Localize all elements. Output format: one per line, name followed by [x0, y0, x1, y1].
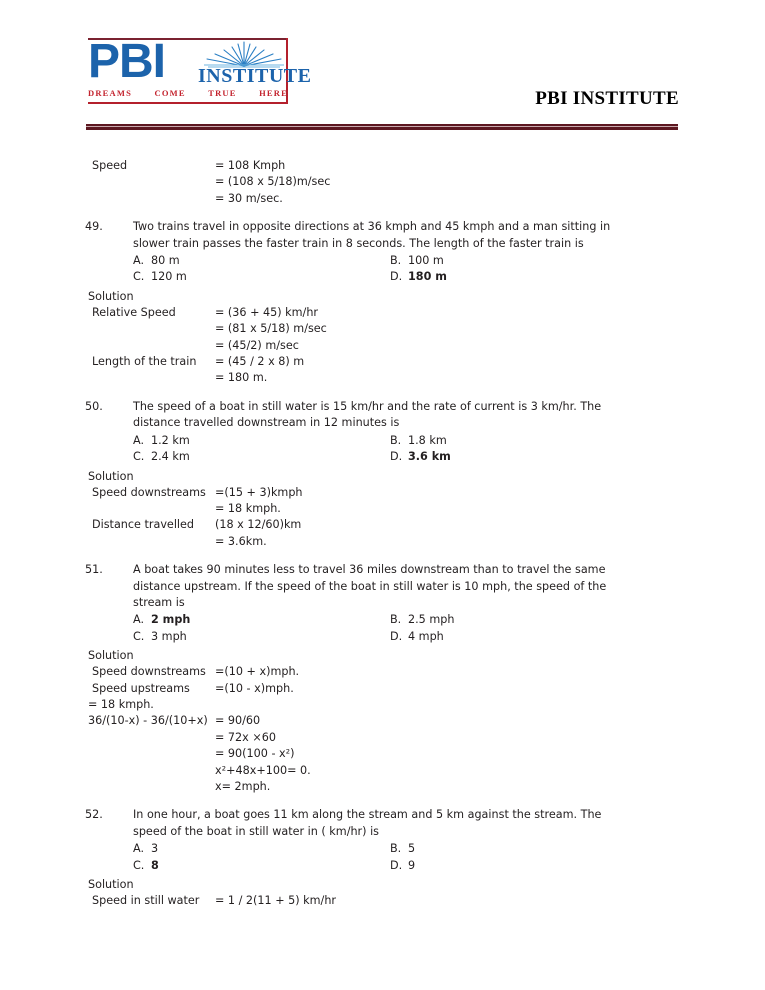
tagline-word-dreams: DREAMS [88, 88, 133, 98]
option-text: 2.5 mph [408, 613, 455, 627]
calc-label [0, 338, 215, 354]
calc-row [0, 713, 765, 729]
calc-row [0, 779, 765, 795]
calc-value: x²+48x+100= 0. [215, 763, 311, 777]
option-text: 5 [408, 842, 416, 856]
calc-value: = 90(100 - x²) [215, 747, 295, 761]
calc-row [0, 534, 765, 550]
calc-row [0, 697, 765, 713]
option-letter: A. [133, 613, 145, 627]
spacer [0, 387, 765, 396]
calc-label: Speed upstreams [92, 681, 190, 695]
calc-row [0, 174, 765, 190]
option-letter: D. [390, 270, 403, 284]
option-text: 4 mph [408, 629, 444, 643]
option-row [133, 858, 765, 874]
calc-row [0, 321, 765, 337]
option-letter: A. [133, 842, 145, 856]
option-text: 120 m [151, 270, 187, 284]
question-block [0, 219, 765, 286]
option-text: 9 [408, 858, 416, 872]
pbi-logo [88, 35, 312, 106]
option-c[interactable] [133, 629, 390, 645]
question-number: 51. [85, 563, 103, 577]
option-a[interactable] [133, 433, 390, 449]
option-letter: C. [133, 450, 145, 464]
page-header [0, 0, 765, 140]
option-text: 100 m [408, 254, 444, 268]
spacer [0, 795, 765, 804]
option-b[interactable] [390, 433, 447, 449]
option-letter: D. [390, 629, 403, 643]
calc-row [0, 763, 765, 779]
question-number: 52. [85, 808, 103, 822]
calc-value: (18 x 12/60)km [215, 518, 302, 532]
option-b[interactable] [390, 612, 454, 628]
question-text: A boat takes 90 minutes less to travel 36 miles downstream than to travel the same distance upstream. If the speed of the boat in still water is 10 mph, the speed of the stream is [133, 563, 607, 609]
calc-value: = 180 m. [215, 371, 268, 385]
option-letter: B. [390, 842, 402, 856]
option-letter: A. [133, 254, 145, 268]
intro-solution-block [0, 158, 765, 207]
calc-label [0, 730, 215, 746]
calc-label [0, 763, 215, 779]
calc-row [0, 517, 765, 533]
option-letter: B. [390, 433, 402, 447]
option-text: 2.4 km [151, 450, 190, 464]
spacer [0, 550, 765, 559]
questions-list [0, 207, 765, 909]
option-row [133, 433, 765, 449]
calc-row [0, 730, 765, 746]
option-row [133, 269, 765, 285]
calc-value: = (36 + 45) km/hr [215, 305, 319, 319]
calc-value: = (81 x 5/18) m/sec [215, 322, 327, 336]
question-block [0, 399, 765, 466]
logo-institute-group [198, 40, 312, 90]
calc-value: = 90/60 [215, 714, 261, 728]
calc-row [0, 501, 765, 517]
calc-label [0, 174, 215, 190]
calc-row [0, 664, 765, 680]
document-body [0, 158, 765, 909]
header-divider [86, 124, 678, 130]
calc-row [0, 305, 765, 321]
option-c[interactable] [133, 449, 390, 465]
option-row [133, 253, 765, 269]
option-text: 1.8 km [408, 433, 447, 447]
solution-heading: Solution [88, 878, 134, 892]
logo-brand-text: PBI [88, 35, 166, 88]
calc-value: = 30 m/sec. [215, 191, 283, 205]
question-options [133, 433, 765, 466]
calc-row [0, 158, 765, 174]
calc-label [0, 191, 215, 207]
calc-value: = 18 kmph. [215, 501, 281, 515]
calc-label: 36/(10-x) - 36/(10+x) [88, 714, 208, 728]
option-a[interactable] [133, 841, 390, 857]
question-block [0, 807, 765, 874]
option-c[interactable] [133, 269, 390, 285]
option-a[interactable] [133, 253, 390, 269]
solution-heading: Solution [88, 649, 134, 663]
option-text: 3 mph [151, 629, 187, 643]
page-title: PBI INSTITUTE [535, 88, 679, 109]
calc-value: = 72x ×60 [215, 730, 276, 744]
calc-row [0, 191, 765, 207]
option-text: 1.2 km [151, 433, 190, 447]
question-number: 49. [85, 220, 103, 234]
question-text: In one hour, a boat goes 11 km along the stream and 5 km against the stream. The speed of the boat in still water in ( km/hr) is [133, 808, 602, 838]
calc-value: = 108 Kmph [215, 159, 286, 172]
calc-label: Speed downstreams [92, 485, 206, 499]
logo-main-area [88, 35, 312, 90]
calc-label [0, 501, 215, 517]
calc-label: Speed in still water [92, 894, 200, 908]
calc-label: Distance travelled [92, 518, 195, 532]
calc-value: = (108 x 5/18)m/sec [215, 175, 331, 189]
calc-row [0, 354, 765, 370]
option-c[interactable] [133, 858, 390, 874]
option-letter: D. [390, 450, 403, 464]
calc-value: = (45/2) m/sec [215, 338, 299, 352]
calc-label: Speed [92, 159, 128, 172]
option-d[interactable] [390, 449, 451, 465]
option-letter: B. [390, 613, 402, 627]
option-letter: C. [133, 270, 145, 284]
option-letter: A. [133, 433, 145, 447]
option-a[interactable] [133, 612, 390, 628]
calc-label [0, 370, 215, 386]
option-d[interactable] [390, 269, 447, 285]
question-options [133, 841, 765, 874]
option-row [133, 841, 765, 857]
calc-row [0, 370, 765, 386]
calc-label [0, 321, 215, 337]
calc-value: = 1 / 2(11 + 5) km/hr [215, 894, 337, 908]
calc-row [0, 485, 765, 501]
option-row [133, 612, 765, 628]
solution-block [0, 485, 765, 551]
spacer [0, 207, 765, 216]
option-text: 2 mph [151, 613, 191, 627]
option-letter: D. [390, 858, 403, 872]
tagline-word-come: COME [154, 88, 186, 98]
solution-heading: Solution [88, 289, 134, 303]
option-letter: C. [133, 858, 145, 872]
calc-value: =(10 + x)mph. [215, 665, 300, 679]
option-d[interactable] [390, 858, 415, 874]
option-b[interactable] [390, 841, 415, 857]
logo-bottom-rule [88, 102, 288, 104]
solution-block [0, 664, 765, 795]
calc-value: = 3.6km. [215, 534, 267, 548]
solution-heading: Solution [88, 469, 134, 483]
calc-row [0, 893, 765, 909]
question-options [133, 253, 765, 286]
calc-label: Length of the train [92, 355, 197, 369]
option-row [133, 629, 765, 645]
solution-block [0, 305, 765, 387]
option-d[interactable] [390, 629, 444, 645]
calc-row [0, 681, 765, 697]
calc-row [0, 338, 765, 354]
tagline-word-here: HERE [259, 88, 288, 98]
option-letter: C. [133, 629, 145, 643]
option-text: 8 [151, 858, 159, 872]
calc-value: = (45 / 2 x 8) m [215, 355, 305, 369]
option-letter: B. [390, 254, 402, 268]
logo-tagline [88, 88, 288, 102]
question-text: The speed of a boat in still water is 15 km/hr and the rate of current is 3 km/hr. The distance travelled downstream in 12 minutes is [133, 399, 602, 430]
tagline-word-true: TRUE [208, 88, 237, 98]
option-b[interactable] [390, 253, 444, 269]
calc-value [215, 697, 765, 713]
option-text: 180 m [408, 270, 447, 284]
calc-label [0, 779, 215, 795]
calc-label [0, 534, 215, 550]
calc-label [0, 746, 215, 762]
solution-block [0, 893, 765, 909]
question-number: 50. [85, 399, 103, 413]
option-row [133, 449, 765, 465]
calc-label: = 18 kmph. [88, 697, 154, 711]
option-text: 3 [151, 842, 159, 856]
calc-value: x= 2mph. [215, 780, 271, 793]
question-block [0, 562, 765, 645]
calc-value: =(10 - x)mph. [215, 681, 294, 695]
calc-row [0, 746, 765, 762]
logo-institute-text: INSTITUTE [198, 65, 312, 87]
question-text: Two trains travel in opposite directions at 36 kmph and 45 kmph and a man sitting in slower train passes the faster train in 8 seconds. The length of the faster train is [133, 220, 611, 250]
calc-value: =(15 + 3)kmph [215, 485, 303, 499]
option-text: 3.6 km [408, 450, 451, 464]
calc-label: Relative Speed [92, 305, 176, 319]
option-text: 80 m [151, 254, 180, 268]
question-options [133, 612, 765, 645]
calc-label: Speed downstreams [92, 665, 206, 679]
